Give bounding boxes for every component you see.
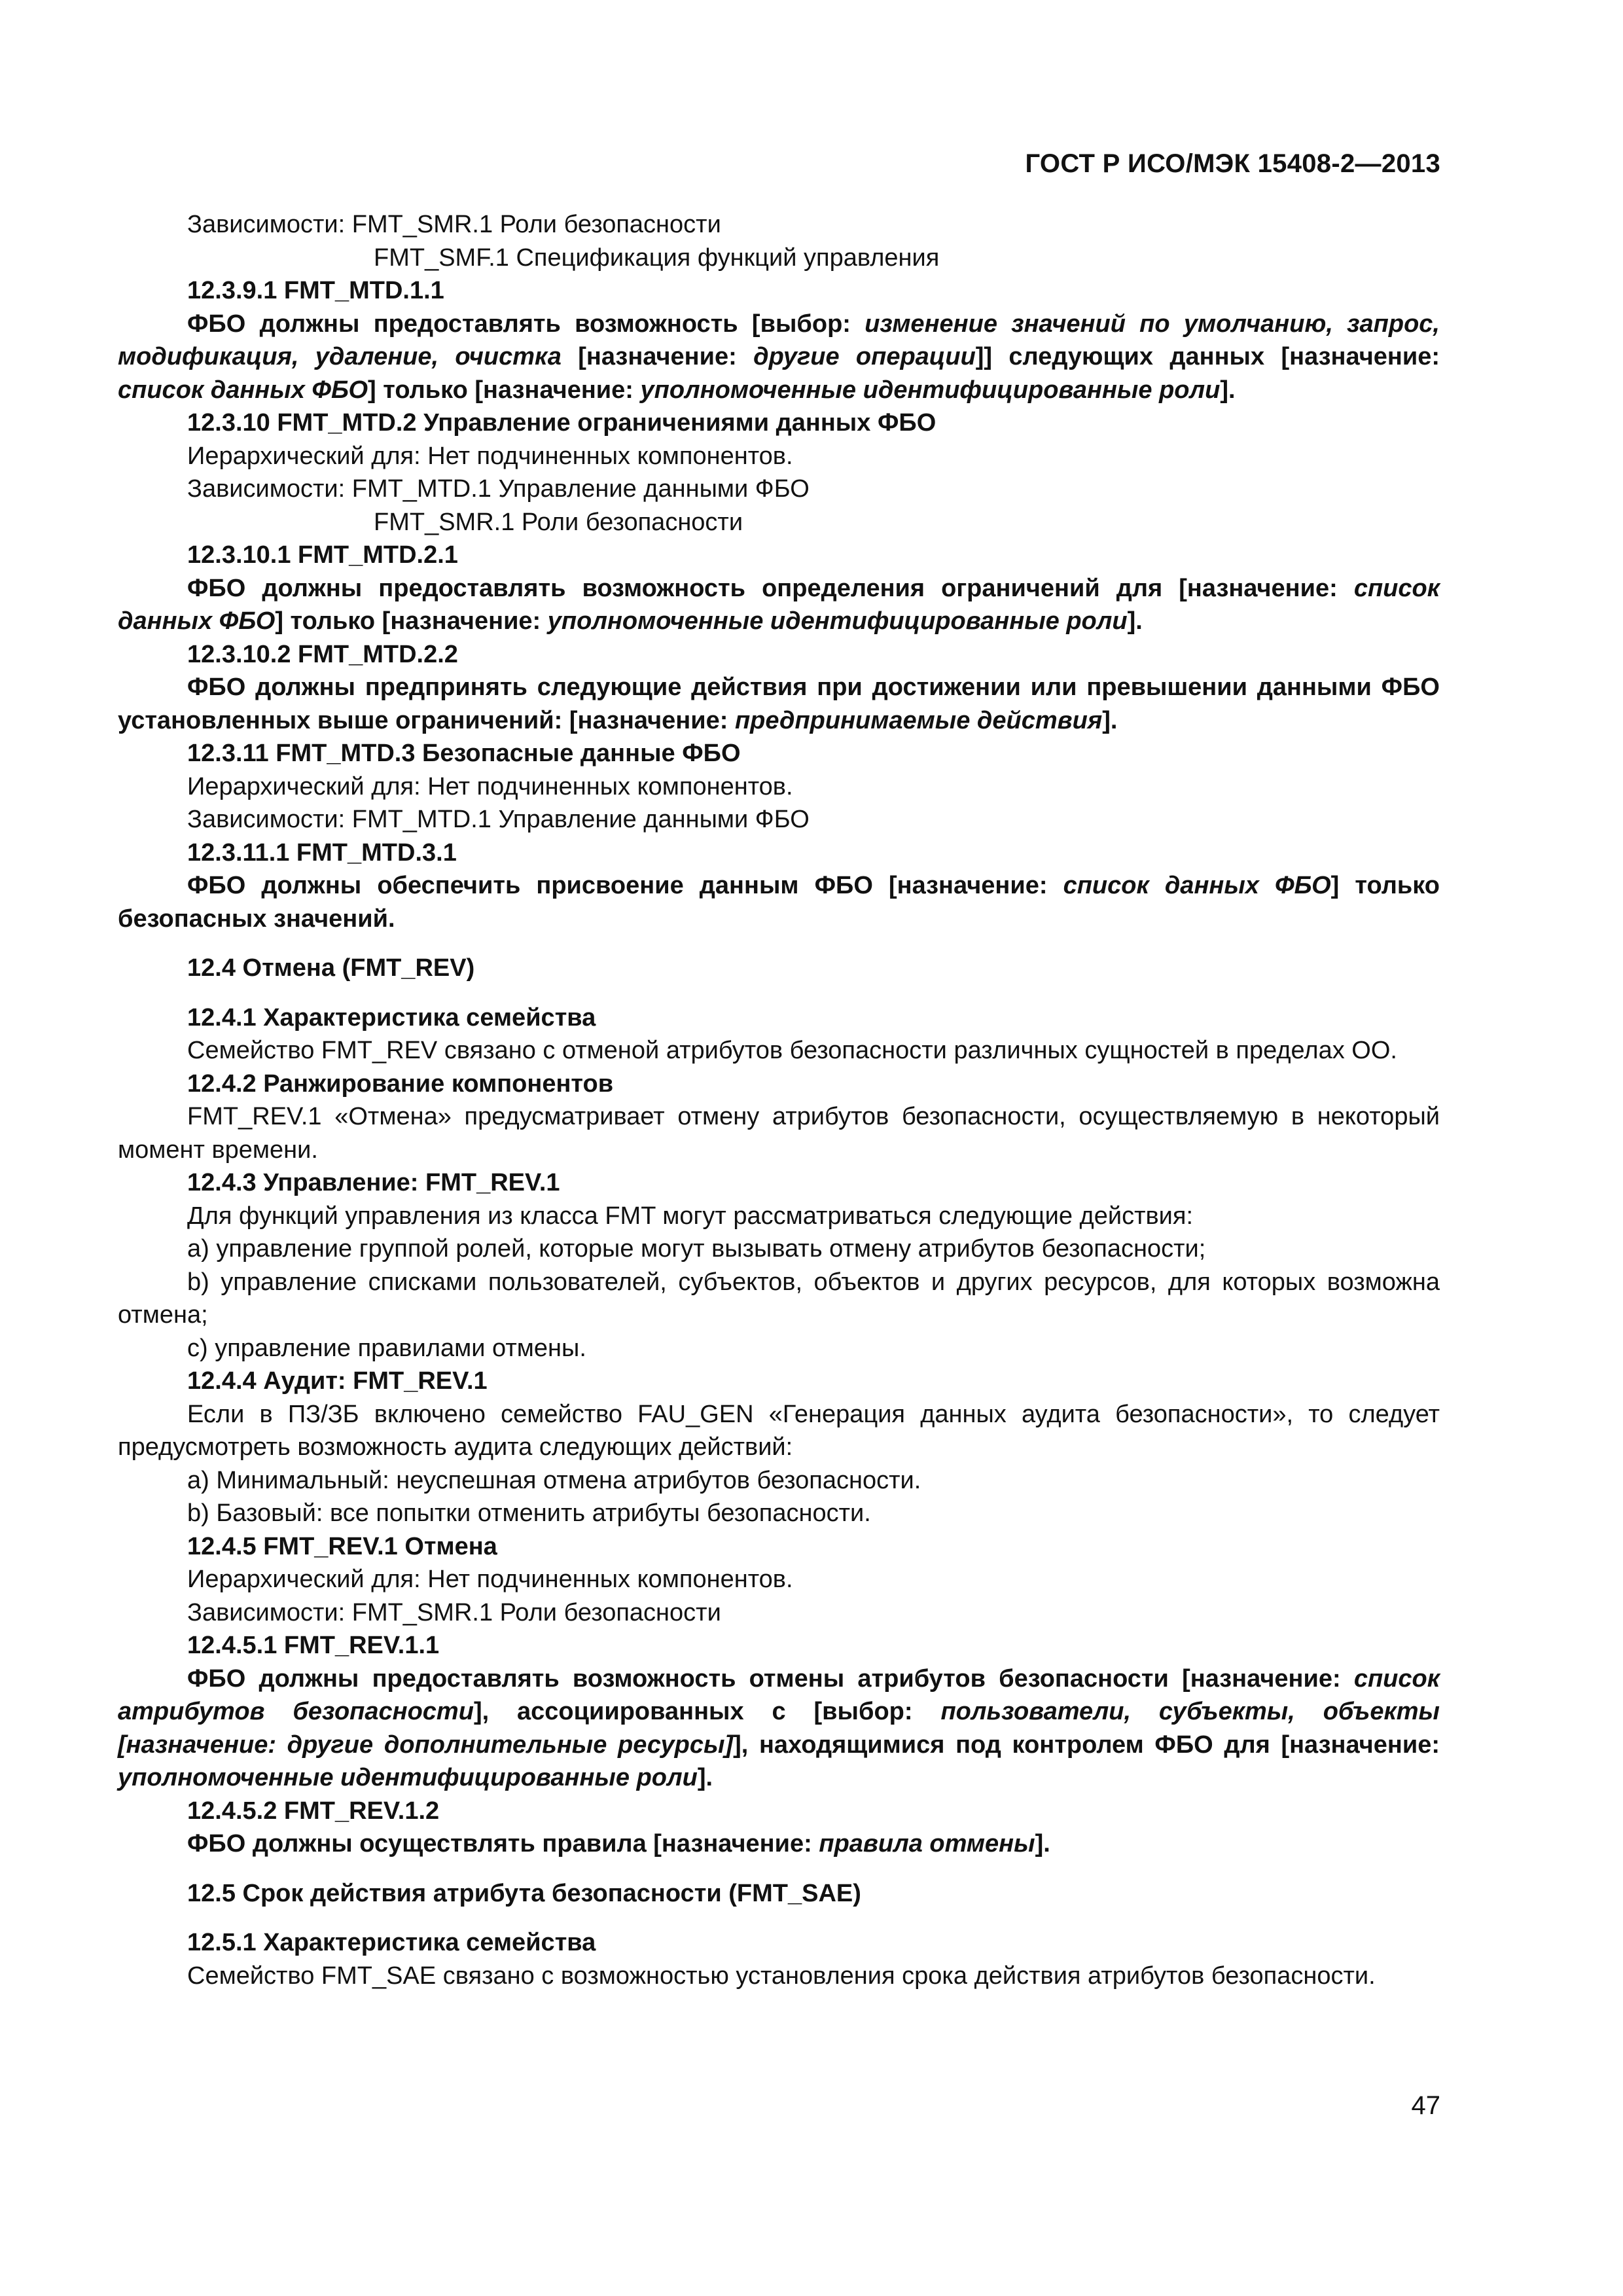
text-run: ФБО должны предоставлять возможность [выбор: bbox=[187, 310, 865, 338]
section-heading: 12.4.1 Характеристика семейства bbox=[187, 1003, 596, 1031]
element-heading: 12.3.10.1 FMT_MTD.2.1 bbox=[187, 541, 458, 569]
dependencies-line: Зависимости: FMT_SMR.1 Роли безопасности bbox=[187, 211, 721, 238]
section-heading: 12.4.3 Управление: FMT_REV.1 bbox=[187, 1169, 560, 1196]
italic-run: уполномоченные идентифицированные роли bbox=[547, 607, 1128, 635]
element-heading: 12.4.5.2 FMT_REV.1.2 bbox=[187, 1797, 440, 1825]
page-number: 47 bbox=[1411, 2091, 1440, 2120]
section-heading: 12.4.4 Аудит: FMT_REV.1 bbox=[187, 1367, 488, 1395]
requirement-paragraph bbox=[118, 671, 1440, 737]
dependencies-line-continued: FMT_SMR.1 Роли безопасности bbox=[374, 508, 743, 536]
text-run: ФБО должны предоставлять возможность определения ограничений для [назначение: bbox=[187, 574, 1354, 602]
section-heading: 12.5.1 Характеристика семейства bbox=[187, 1929, 596, 1956]
element-heading: 12.4.5.1 FMT_REV.1.1 bbox=[187, 1632, 440, 1659]
section-heading: 12.3.10 FMT_MTD.2 Управление ограничениями данных ФБО bbox=[187, 409, 936, 437]
dependencies-line: Зависимости: FMT_MTD.1 Управление данными ФБО bbox=[187, 806, 810, 833]
italic-run: изменение значений по умолчанию, запрос, модификация, удаление, очистка bbox=[118, 310, 1440, 370]
italic-run: список данных ФБО bbox=[118, 574, 1440, 635]
italic-run: список атрибутов безопасности bbox=[118, 1664, 1440, 1725]
body-paragraph: Для функций управления из класса FMT могут рассматриваться следующие действия: bbox=[187, 1202, 1194, 1230]
text-run: ]. bbox=[1035, 1830, 1050, 1857]
text-run: ФБО должны осуществлять правила [назначение: bbox=[187, 1830, 819, 1857]
body-paragraph: FMT_REV.1 «Отмена» предусматривает отмену атрибутов безопасности, осуществляемую в некоторый момент времени. bbox=[118, 1103, 1440, 1164]
italic-run: предпринимаемые действия bbox=[734, 706, 1103, 734]
body-paragraph: Семейство FMT_SAE связано с возможностью установления срока действия атрибутов безопасности. bbox=[187, 1962, 1376, 1990]
page-body bbox=[118, 208, 1440, 1992]
text-run: ] только [назначение: bbox=[275, 607, 548, 635]
list-item: c) управление правилами отмены. bbox=[187, 1334, 586, 1362]
italic-run: список данных ФБО bbox=[118, 376, 368, 404]
element-heading: 12.3.11.1 FMT_MTD.3.1 bbox=[187, 838, 457, 867]
text-run: ]. bbox=[1127, 607, 1143, 635]
dependencies-line-continued: FMT_SMF.1 Спецификация функций управления bbox=[374, 243, 940, 272]
text-run: ]. bbox=[1102, 706, 1118, 734]
requirement-paragraph bbox=[118, 572, 1440, 638]
subclause-heading: 12.5 Срок действия атрибута безопасности (FMT_SAE) bbox=[187, 1879, 861, 1907]
requirement-paragraph bbox=[118, 869, 1440, 935]
text-run: ] только безопасных значений. bbox=[118, 872, 1440, 933]
list-item: b) управление списками пользователей, субъектов, объектов и других ресурсов, для которых возможна отмена; bbox=[118, 1268, 1440, 1329]
requirement-paragraph bbox=[118, 308, 1440, 407]
text-run: ФБО должны обеспечить присвоение данным ФБО [назначение: bbox=[187, 872, 1063, 899]
hierarchy-line: Иерархический для: Нет подчиненных компонентов. bbox=[187, 442, 793, 470]
element-heading: 12.3.10.2 FMT_MTD.2.2 bbox=[187, 640, 458, 668]
italic-run: пользователи, субъекты, объекты [назначение: другие дополнительные ресурсы] bbox=[118, 1698, 1440, 1759]
body-paragraph: Если в ПЗ/ЗБ включено семейство FAU_GEN «Генерация данных аудита безопасности», то следует предусмотреть возможность аудита следующих действий: bbox=[118, 1400, 1440, 1461]
text-run: ФБО должны предоставлять возможность отмены атрибутов безопасности [назначение: bbox=[187, 1664, 1354, 1693]
italic-run: список данных ФБО bbox=[1063, 872, 1331, 899]
section-heading: 12.3.11 FMT_MTD.3 Безопасные данные ФБО bbox=[187, 740, 741, 767]
italic-run: уполномоченные идентифицированные роли bbox=[118, 1764, 698, 1791]
text-run: [назначение: bbox=[561, 343, 754, 370]
text-run: ] только [назначение: bbox=[368, 376, 641, 404]
italic-run: правила отмены bbox=[819, 1830, 1035, 1857]
subclause-heading: 12.4 Отмена (FMT_REV) bbox=[187, 954, 475, 982]
body-paragraph: Семейство FMT_REV связано с отменой атрибутов безопасности различных сущностей в пределах ОО. bbox=[187, 1037, 1397, 1064]
italic-run: другие операции bbox=[753, 343, 976, 370]
text-run: ]] следующих данных [назначение: bbox=[975, 343, 1440, 370]
text-run: ], ассоциированных с [выбор: bbox=[473, 1698, 941, 1725]
text-run: ]. bbox=[1220, 376, 1236, 404]
document-header: ГОСТ Р ИСО/МЭК 15408-2—2013 bbox=[1025, 149, 1440, 178]
list-item: b) Базовый: все попытки отменить атрибуты безопасности. bbox=[187, 1499, 871, 1527]
hierarchy-line: Иерархический для: Нет подчиненных компонентов. bbox=[187, 1566, 793, 1593]
list-item: a) Минимальный: неуспешная отмена атрибутов безопасности. bbox=[187, 1466, 921, 1494]
dependencies-line: Зависимости: FMT_SMR.1 Роли безопасности bbox=[187, 1598, 721, 1626]
italic-run: уполномоченные идентифицированные роли bbox=[640, 376, 1221, 404]
list-item: a) управление группой ролей, которые могут вызывать отмену атрибутов безопасности; bbox=[187, 1235, 1206, 1263]
section-heading: 12.4.2 Ранжирование компонентов bbox=[187, 1069, 614, 1098]
requirement-paragraph bbox=[118, 1827, 1440, 1861]
requirement-paragraph bbox=[118, 1662, 1440, 1795]
section-heading: 12.4.5 FMT_REV.1 Отмена bbox=[187, 1532, 497, 1560]
dependencies-line: Зависимости: FMT_MTD.1 Управление данными ФБО bbox=[187, 475, 810, 503]
hierarchy-line: Иерархический для: Нет подчиненных компонентов. bbox=[187, 772, 793, 800]
element-heading: 12.3.9.1 FMT_MTD.1.1 bbox=[187, 277, 444, 304]
text-run: ФБО должны предпринять следующие действия при достижении или превышении данными ФБО установленных выше ограничений: [назначение: bbox=[118, 673, 1440, 734]
text-run: ]. bbox=[697, 1764, 713, 1791]
text-run: ], находящимися под контролем ФБО для [назначение: bbox=[733, 1731, 1440, 1759]
